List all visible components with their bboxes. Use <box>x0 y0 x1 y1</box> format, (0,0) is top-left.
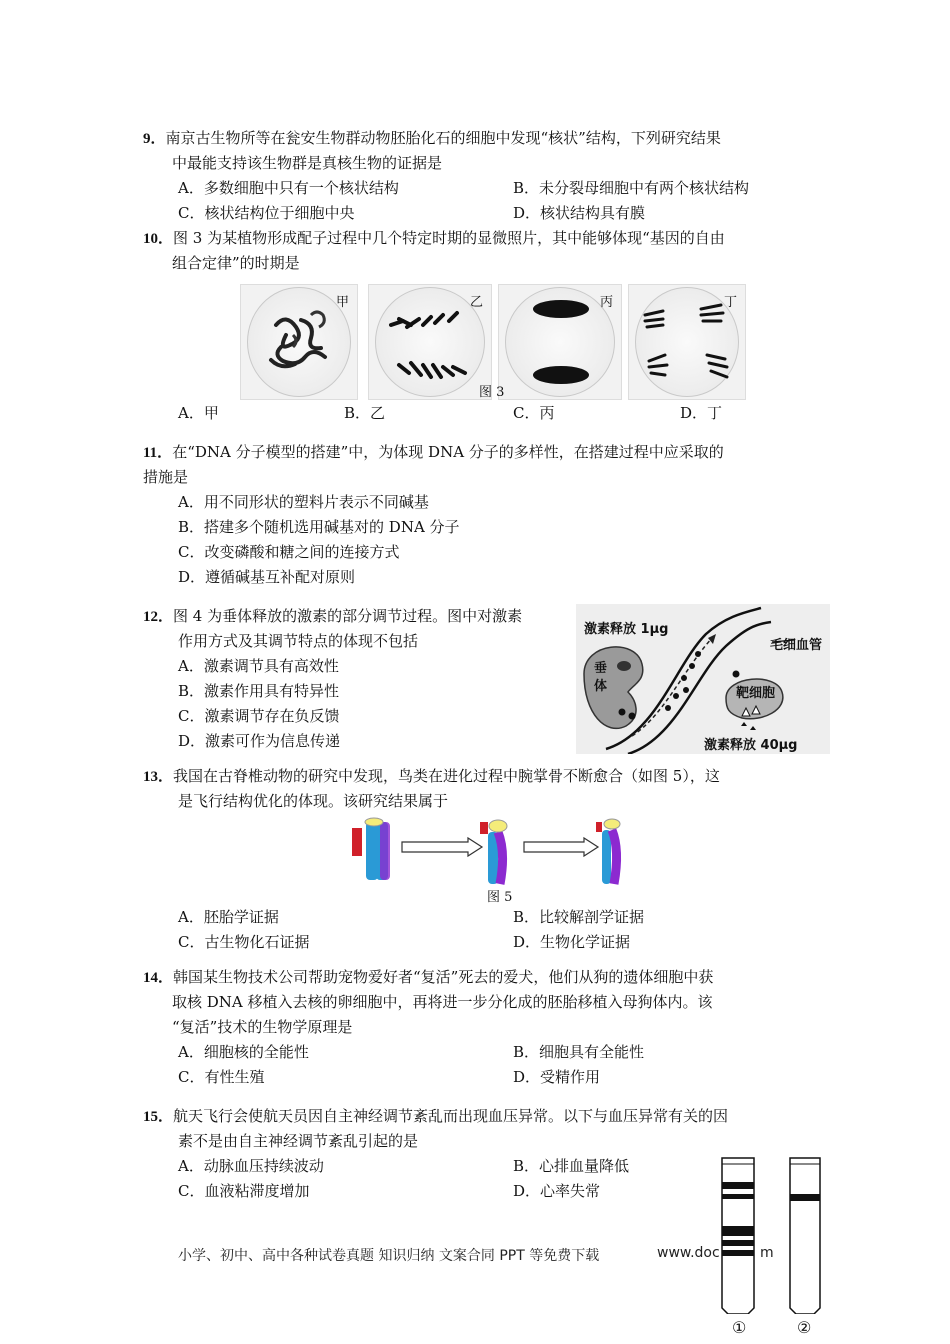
q9-option-d: D．核状结构具有膜 <box>513 204 646 222</box>
micrograph-label-bing: 丙 <box>599 295 613 310</box>
q15-option-a: A．动脉血压持续波动 <box>178 1157 324 1175</box>
q11-option-d: D．遵循碱基互补配对原则 <box>178 568 356 586</box>
q12-option-c: C．激素调节存在负反馈 <box>178 707 340 725</box>
q9-option-c: C．核状结构位于细胞中央 <box>178 204 355 222</box>
q11-option-a: A．用不同形状的塑料片表示不同碱基 <box>178 493 429 511</box>
q13-stem <box>143 765 720 786</box>
q12-number: 12． <box>143 609 174 625</box>
q10-stem-line1: 图 3 为某植物形成配子过程中几个特定时期的显微照片，其中能够体现“基因的自由 <box>173 229 725 247</box>
q12-stem-line2: 作用方式及其调节特点的体现不包括 <box>178 632 419 650</box>
q13-number: 13． <box>143 769 174 785</box>
q10-option-d: D．丁 <box>680 404 723 422</box>
footer-site-b: m <box>760 1245 774 1261</box>
tube-1-label: ① <box>732 1318 747 1337</box>
q14-option-d: D．受精作用 <box>513 1068 601 1086</box>
q11-number: 11． <box>143 445 173 461</box>
q9-stem <box>143 127 721 148</box>
q12-option-b: B．激素作用具有特异性 <box>178 682 340 700</box>
q11-stem-line2: 措施是 <box>143 468 189 486</box>
q12-stem <box>143 605 522 626</box>
q14-stem-line1: 韩国某生物技术公司帮助宠物爱好者“复活”死去的爱犬，他们从狗的遗体细胞中获 <box>173 968 714 986</box>
q15-number: 15． <box>143 1109 174 1125</box>
four-chromosome-clusters-icon <box>629 285 745 399</box>
micrograph-label-ding: 丁 <box>723 295 737 310</box>
gel-tubes-diagram <box>714 1154 834 1314</box>
wrist-bone-fusion-diagram <box>348 814 638 886</box>
q11-option-c: C．改变磷酸和糖之间的连接方式 <box>178 543 400 561</box>
q15-option-c: C．血液粘滞度增加 <box>178 1182 310 1200</box>
q14-option-b: B．细胞具有全能性 <box>513 1043 645 1061</box>
q14-option-c: C．有性生殖 <box>178 1068 265 1086</box>
chromosome-threads-icon <box>241 285 357 399</box>
q15-stem-line2: 素不是由自主神经调节紊乱引起的是 <box>178 1132 419 1150</box>
q9-option-b: B．未分裂母细胞中有两个核状结构 <box>513 179 750 197</box>
micrograph-yi <box>368 284 492 400</box>
release-bottom-label: 激素释放 40μg <box>704 738 798 753</box>
q13-stem-line2: 是飞行结构优化的体现。该研究结果属于 <box>178 792 449 810</box>
q13-stem-line1: 我国在古脊椎动物的研究中发现，鸟类在进化过程中腕掌骨不断愈合（如图 5），这 <box>173 767 720 785</box>
q12-stem-line1: 图 4 为垂体释放的激素的部分调节过程。图中对激素 <box>173 607 523 625</box>
q11-option-b: B．搭建多个随机选用碱基对的 DNA 分子 <box>178 518 460 536</box>
chromosome-pairs-icon <box>369 285 491 399</box>
release-top-label: 激素释放 1μg <box>584 622 669 637</box>
q12-option-a: A．激素调节具有高效性 <box>178 657 339 675</box>
q9-stem-line2: 中最能支持该生物群是真核生物的证据是 <box>172 154 443 172</box>
q9-option-a: A．多数细胞中只有一个核状结构 <box>178 179 399 197</box>
pituitary-label: 垂体 <box>594 661 608 694</box>
q15-option-d: D．心率失常 <box>513 1182 601 1200</box>
q10-option-c: C．丙 <box>513 404 555 422</box>
q10-stem <box>143 227 725 248</box>
q11-stem-line1: 在“DNA 分子模型的搭建”中，为体现 DNA 分子的多样性，在搭建过程中应采取的 <box>172 443 724 461</box>
micrograph-ding <box>628 284 746 400</box>
tube-2-label: ② <box>797 1318 812 1337</box>
q11-stem <box>143 441 724 462</box>
figure-5-caption: 图 5 <box>487 890 513 905</box>
q10-stem-line2: 组合定律”的时期是 <box>172 254 300 272</box>
q14-stem-line3: “复活”技术的生物学原理是 <box>172 1018 353 1036</box>
q15-stem <box>143 1105 728 1126</box>
q13-option-d: D．生物化学证据 <box>513 933 631 951</box>
q10-number: 10． <box>143 231 174 247</box>
figure-4 <box>576 604 830 754</box>
q15-option-b: B．心排血量降低 <box>513 1157 630 1175</box>
q9-stem-line1: 南京古生物所等在瓮安生物群动物胚胎化石的细胞中发现“核状”结构，下列研究结果 <box>165 129 721 147</box>
figure-3-caption: 图 3 <box>479 385 505 400</box>
micrograph-label-yi: 乙 <box>469 295 483 310</box>
q14-stem <box>143 966 713 987</box>
q14-number: 14． <box>143 970 174 986</box>
micrograph-bing <box>498 284 622 400</box>
micrograph-jia <box>240 284 358 400</box>
q13-option-a: A．胚胎学证据 <box>178 908 279 926</box>
q13-option-b: B．比较解剖学证据 <box>513 908 645 926</box>
micrograph-label-jia: 甲 <box>335 295 349 310</box>
footer-text: 小学、初中、高中各种试卷真题 知识归纳 文案合同 PPT 等免费下载 <box>178 1248 600 1264</box>
q13-option-c: C．古生物化石证据 <box>178 933 310 951</box>
q12-option-d: D．激素可作为信息传递 <box>178 732 341 750</box>
q15-stem-line1: 航天飞行会使航天员因自主神经调节紊乱而出现血压异常。以下与血压异常有关的因 <box>173 1107 729 1125</box>
q14-stem-line2: 取核 DNA 移植入去核的卵细胞中，再将进一步分化成的胚胎移植入母狗体内。该 <box>172 993 713 1011</box>
q9-number: 9． <box>143 131 166 147</box>
capillary-label: 毛细血管 <box>770 638 823 653</box>
footer-site-a: www.doc <box>657 1245 720 1261</box>
q10-option-b: B．乙 <box>344 404 386 422</box>
q14-option-a: A．细胞核的全能性 <box>178 1043 309 1061</box>
target-cell-label: 靶细胞 <box>736 686 776 701</box>
chromatin-masses-icon <box>499 285 621 399</box>
q10-option-a: A．甲 <box>178 404 219 422</box>
